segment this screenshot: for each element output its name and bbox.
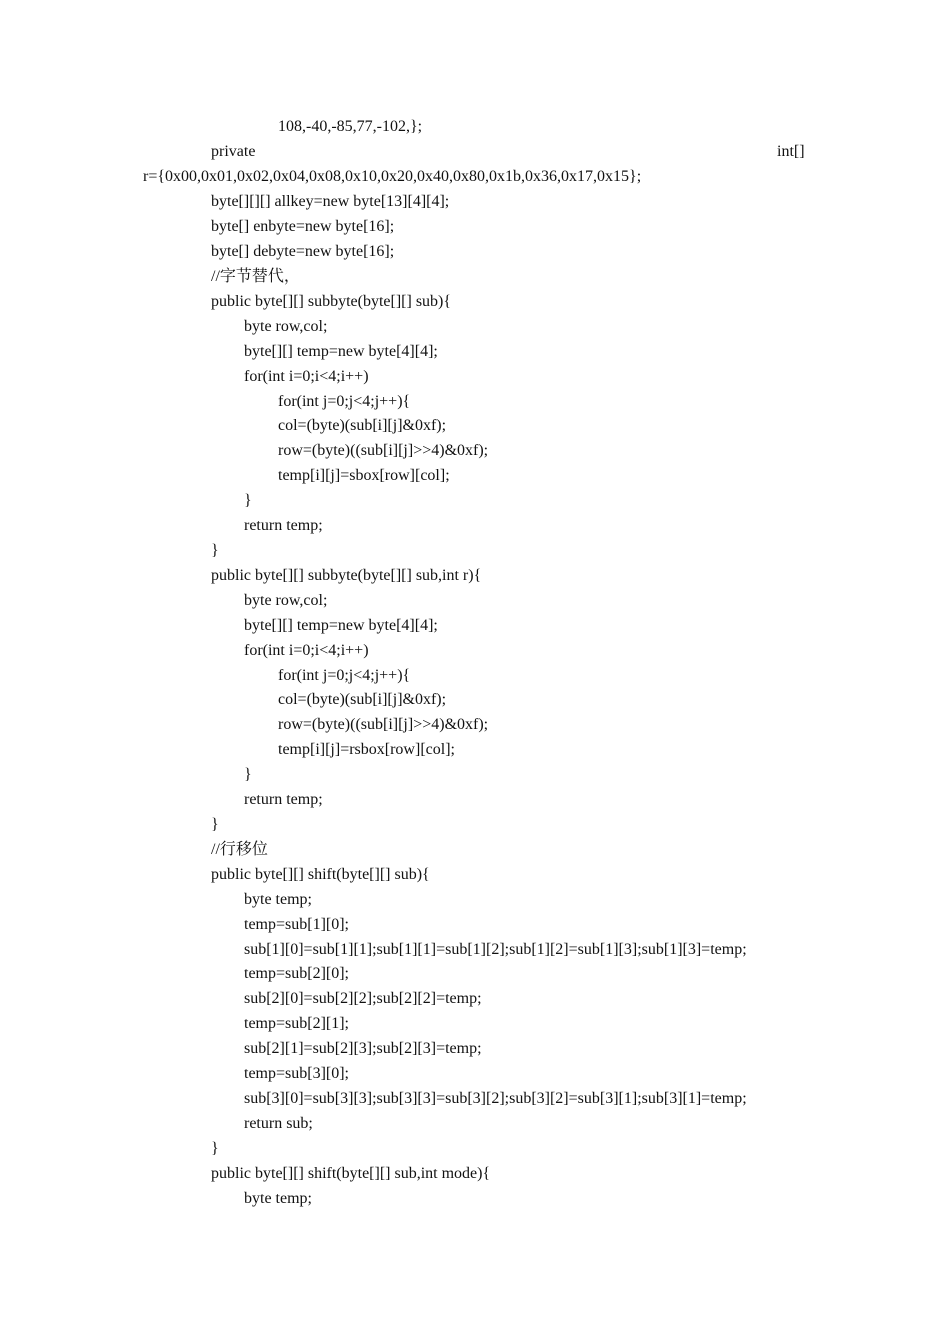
- code-line: byte[][] temp=new byte[4][4];: [244, 617, 438, 634]
- code-line: return temp;: [244, 517, 323, 534]
- code-line: temp=sub[3][0];: [244, 1065, 349, 1082]
- code-line: temp[i][j]=rsbox[row][col];: [278, 741, 455, 758]
- code-line: byte row,col;: [244, 318, 328, 335]
- code-line: for(int i=0;i<4;i++): [244, 368, 369, 385]
- code-line: }: [211, 816, 219, 833]
- code-line: col=(byte)(sub[i][j]&0xf);: [278, 417, 447, 434]
- code-line: temp=sub[2][0];: [244, 965, 349, 982]
- code-line: temp=sub[1][0];: [244, 916, 349, 933]
- code-line: byte[][][] allkey=new byte[13][4][4];: [211, 193, 450, 210]
- code-line: public byte[][] subbyte(byte[][] sub){: [211, 293, 452, 310]
- code-line: byte[] debyte=new byte[16];: [211, 243, 395, 260]
- code-line: sub[3][0]=sub[3][3];sub[3][3]=sub[3][2];sub[3][2]=sub[3][1];sub[3][1]=temp;: [244, 1090, 747, 1107]
- code-line: }: [211, 1140, 219, 1157]
- code-line: return sub;: [244, 1115, 313, 1132]
- code-line: public byte[][] subbyte(byte[][] sub,int r){: [211, 567, 482, 584]
- code-line: return temp;: [244, 791, 323, 808]
- code-line: row=(byte)((sub[i][j]>>4)&0xf);: [278, 442, 489, 459]
- code-line: for(int j=0;j<4;j++){: [278, 393, 411, 410]
- code-line: sub[2][0]=sub[2][2];sub[2][2]=temp;: [244, 990, 482, 1007]
- code-line: 108,-40,-85,77,-102,};: [278, 118, 423, 135]
- code-line: byte temp;: [244, 891, 312, 908]
- code-line: row=(byte)((sub[i][j]>>4)&0xf);: [278, 716, 489, 733]
- code-line: }: [244, 492, 252, 509]
- code-line: for(int i=0;i<4;i++): [244, 642, 369, 659]
- code-line: temp=sub[2][1];: [244, 1015, 349, 1032]
- code-line: sub[1][0]=sub[1][1];sub[1][1]=sub[1][2];sub[1][2]=sub[1][3];sub[1][3]=temp;: [244, 941, 747, 958]
- code-line: col=(byte)(sub[i][j]&0xf);: [278, 691, 447, 708]
- code-line: byte temp;: [244, 1190, 312, 1207]
- code-line: sub[2][1]=sub[2][3];sub[2][3]=temp;: [244, 1040, 482, 1057]
- code-line: for(int j=0;j<4;j++){: [278, 667, 411, 684]
- code-line: private: [211, 143, 256, 160]
- code-token: int[]: [777, 143, 805, 160]
- code-line: r={0x00,0x01,0x02,0x04,0x08,0x10,0x20,0x40,0x80,0x1b,0x36,0x17,0x15};: [143, 168, 642, 185]
- code-line: }: [244, 766, 252, 783]
- code-line: public byte[][] shift(byte[][] sub,int mode){: [211, 1165, 491, 1182]
- code-line: byte[] enbyte=new byte[16];: [211, 218, 395, 235]
- code-line: byte row,col;: [244, 592, 328, 609]
- code-line: temp[i][j]=sbox[row][col];: [278, 467, 450, 484]
- code-line: public byte[][] shift(byte[][] sub){: [211, 866, 430, 883]
- code-comment: //字节替代，: [211, 268, 300, 285]
- code-comment: //行移位: [211, 841, 268, 858]
- code-line: }: [211, 542, 219, 559]
- code-line: byte[][] temp=new byte[4][4];: [244, 343, 438, 360]
